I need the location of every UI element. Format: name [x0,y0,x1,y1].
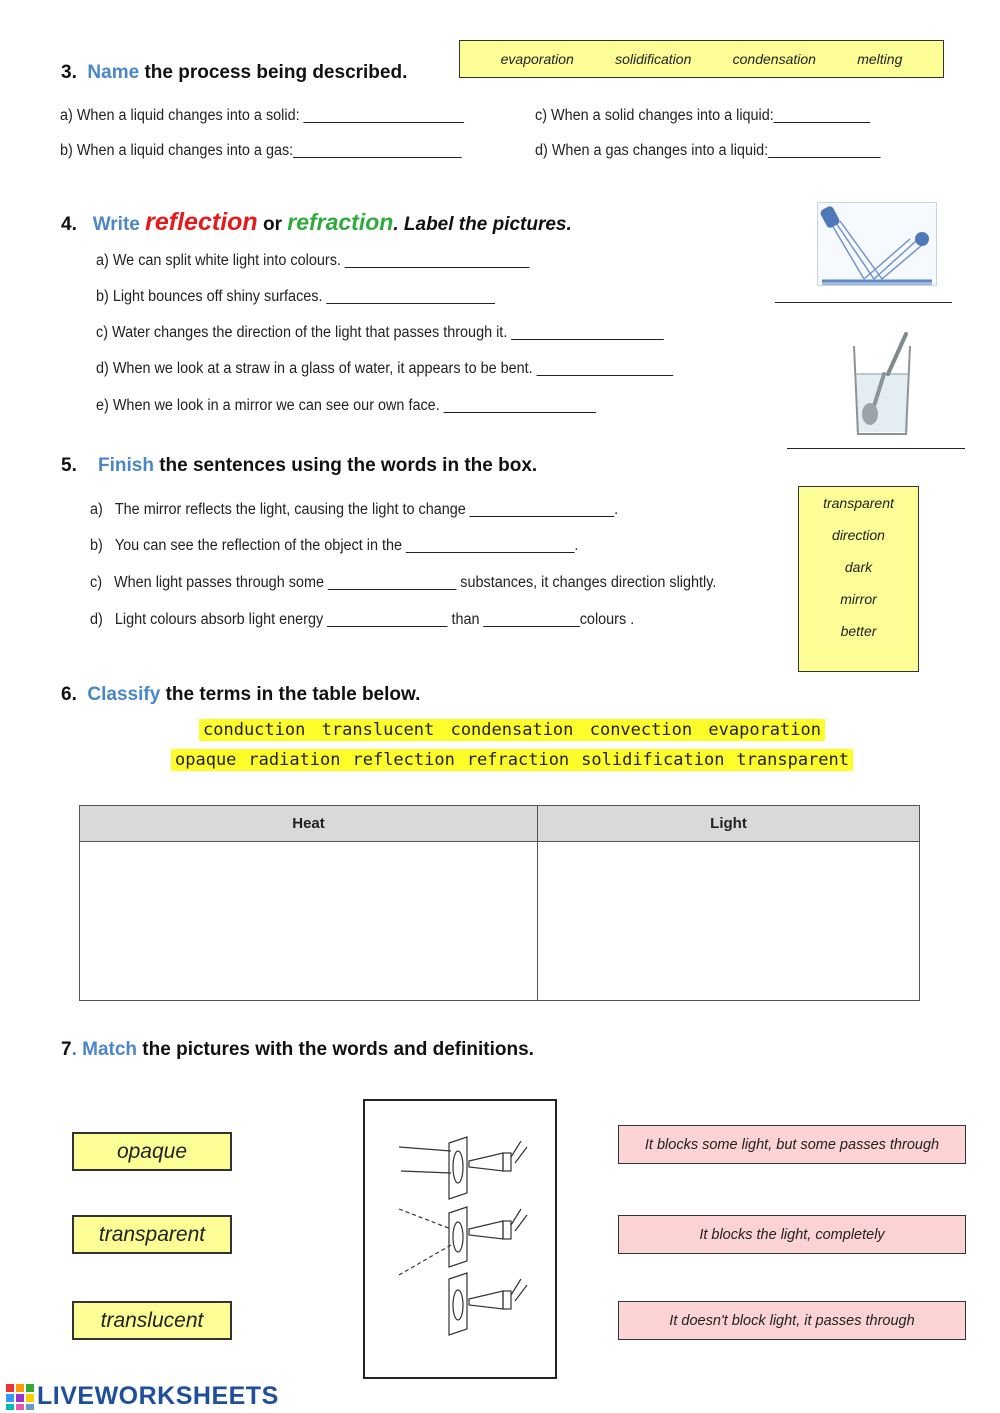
q7-instruction: the pictures with the words and definitions. [137,1039,534,1060]
q3-number: 3. [61,62,77,83]
q6-term[interactable]: refraction [463,749,573,771]
q5-number: 5. [61,455,77,476]
q7-keyword: . Match [71,1039,138,1060]
q6-title [61,684,420,706]
refraction-picture [848,330,916,438]
light-header: Light [538,806,920,842]
q6-term[interactable]: reflection [348,749,458,771]
q5-item-text: Light colours absorb light energy _______________ than ____________colours . [114,611,635,628]
q6-term[interactable]: evaporation [704,719,825,741]
q4-keyword: Write [92,214,140,235]
match-word-transparent[interactable]: transparent [72,1215,232,1254]
reflection-answer-line[interactable] [775,302,952,303]
q6-term[interactable]: translucent [318,719,439,741]
q3-word: melting [857,51,903,67]
heat-drop-cell[interactable] [80,842,538,1001]
q3-item-c[interactable]: c) When a solid changes into a liquid:____________ [535,107,870,124]
q5-item-b[interactable] [90,537,578,555]
q6-term[interactable]: solidification [577,749,728,771]
torch-mirror-icon [818,203,936,285]
q5-word: direction [832,527,885,543]
q3-item-b[interactable]: b) When a liquid changes into a gas:_____________________ [60,142,462,159]
q3-instruction: the process being described. [139,62,408,83]
q4-item-e[interactable]: e) When we look in a mirror we can see our own face. ___________________ [96,397,597,414]
q3-word: evaporation [500,51,574,67]
q4-or: or [262,214,282,235]
torch-screens-icon [365,1101,555,1377]
q5-item-label: d) [90,611,103,628]
q6-keyword: Classify [87,684,161,705]
q5-item-label: c) [90,574,103,591]
q3-item-d[interactable]: d) When a gas changes into a liquid:______________ [535,142,881,159]
liveworksheets-logo [6,1382,279,1411]
match-word-opaque[interactable]: opaque [72,1132,232,1171]
q6-term[interactable]: condensation [447,719,578,741]
q7-number: 7 [61,1039,72,1060]
q3-word: condensation [732,51,816,67]
q3-keyword: Name [87,62,140,83]
q5-word-box [798,486,919,672]
light-drop-cell[interactable] [538,842,920,1001]
q3-word: solidification [615,51,692,67]
q5-item-d[interactable] [90,611,634,629]
q4-item-b[interactable]: b) Light bounces off shiny surfaces. _____________________ [96,288,495,305]
q5-word: better [840,623,877,639]
q5-instruction: the sentences using the words in the box. [153,455,538,476]
spoon-glass-icon [848,330,916,438]
q4-word-reflection: reflection [145,208,258,236]
q5-item-text: The mirror reflects the light, causing the light to change __________________. [114,501,619,518]
classify-table [79,805,920,1001]
q5-item-label: a) [90,501,103,518]
light-screens-picture [363,1099,557,1379]
lws-grid-icon [6,1384,34,1410]
q3-word-box [459,40,944,78]
q7-title [61,1039,534,1061]
q5-word: mirror [840,591,877,607]
q5-item-c[interactable] [90,574,716,592]
q6-number: 6. [61,684,77,705]
q5-word: transparent [823,495,894,511]
q4-number: 4. [61,214,77,235]
q5-item-text: When light passes through some ________________ substances, it changes direction slightly. [114,574,717,591]
definition-passes-through[interactable]: It doesn't block light, it passes through [618,1301,966,1340]
match-word-translucent[interactable]: translucent [72,1301,232,1340]
heat-header: Heat [80,806,538,842]
q5-title [61,455,537,477]
q5-item-text: You can see the reflection of the object in the _____________________. [114,537,579,554]
q6-term[interactable]: conduction [199,719,309,741]
q4-label-instruction: . Label the pictures. [393,214,572,235]
q5-item-label: b) [90,537,103,554]
q6-term[interactable]: convection [586,719,696,741]
q6-term[interactable]: opaque [171,749,240,771]
reflection-picture [817,202,937,286]
q4-title [61,208,572,237]
q5-word: dark [844,559,873,575]
q4-item-c[interactable]: c) Water changes the direction of the light that passes through it. ___________________ [96,324,664,341]
q6-term[interactable]: transparent [732,749,853,771]
q4-item-d[interactable]: d) When we look at a straw in a glass of water, it appears to be bent. _________________ [96,360,673,377]
refraction-answer-line[interactable] [787,448,965,449]
q6-terms-row-1 [199,719,825,741]
q5-keyword: Finish [97,455,154,476]
definition-full-block[interactable]: It blocks the light, completely [618,1215,966,1254]
q6-terms-row-2 [171,749,853,771]
definition-partial-block[interactable]: It blocks some light, but some passes through [618,1125,966,1164]
logo-text: LIVEWORKSHEETS [37,1382,279,1410]
q4-item-a[interactable]: a) We can split white light into colours. _______________________ [96,252,530,269]
q3-title [61,62,407,84]
q5-item-a[interactable] [90,501,618,519]
q6-instruction: the terms in the table below. [160,684,421,705]
q3-item-a[interactable]: a) When a liquid changes into a solid: ____________________ [60,107,464,124]
q6-term[interactable]: radiation [244,749,344,771]
q4-word-refraction: refraction [287,209,394,235]
